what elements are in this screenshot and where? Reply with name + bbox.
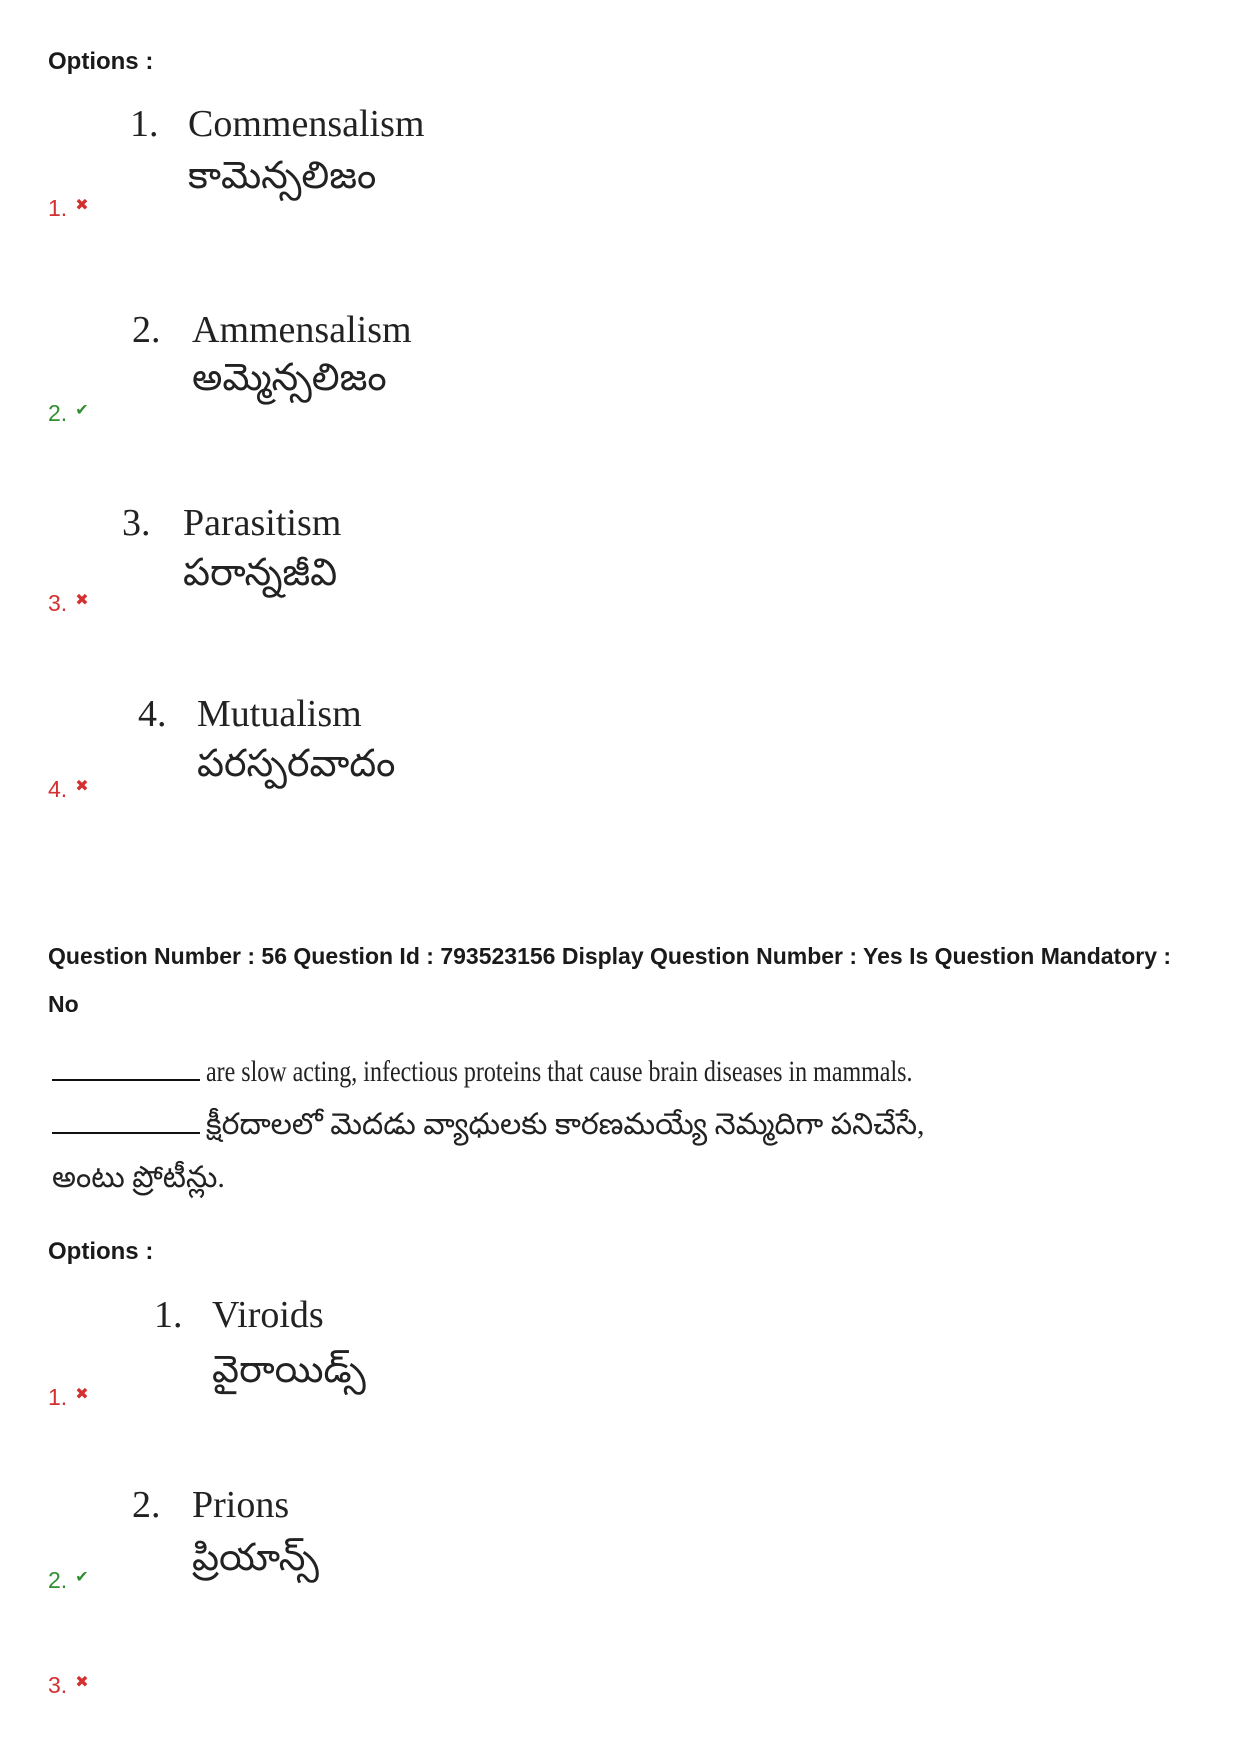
option-english-text: Viroids — [212, 1294, 324, 1336]
option-label-number: 4. — [48, 776, 68, 802]
question-header: Question Number : 56 Question Id : 793523156 Display Question Number : Yes Is Question Mandatory : No — [48, 943, 1172, 1017]
cross-icon — [75, 192, 88, 220]
option-telugu-text: పరస్పరవాదం — [197, 743, 396, 785]
question-text — [52, 1045, 1202, 1204]
option-content — [122, 499, 822, 609]
option-number: 3. — [122, 502, 151, 544]
option-label — [48, 397, 89, 427]
cross-icon — [75, 773, 88, 801]
option-number: 4. — [138, 693, 167, 735]
option-content — [154, 1291, 854, 1401]
option-label-number: 3. — [48, 590, 68, 616]
option-telugu-text: అమ్మెన్సలిజం — [192, 357, 387, 399]
option-label-number: 3. — [48, 1672, 68, 1698]
question-line-telugu-continued — [52, 1151, 1202, 1204]
answer-blank — [52, 1102, 200, 1134]
answer-blank — [52, 1049, 200, 1081]
option-english-text: Ammensalism — [192, 309, 412, 351]
question-line-english — [52, 1045, 1202, 1098]
option-telugu-text: కామెన్సలిజం — [188, 155, 377, 197]
option-label — [48, 1564, 89, 1594]
option-telugu-text: వైరాయిడ్స్ — [212, 1349, 366, 1391]
cross-icon — [75, 1381, 88, 1409]
option-content — [130, 100, 830, 210]
option-content — [138, 690, 838, 800]
check-icon — [75, 397, 88, 425]
cross-icon — [75, 1669, 88, 1697]
question-telugu-text-continued: అంటు ప్రోటీన్లు. — [52, 1161, 225, 1194]
question-telugu-text: క్షీరదాలలో మెదడు వ్యాధులకు కారణమయ్యే నెమ్మదిగా పనిచేసే, — [206, 1108, 925, 1141]
option-english-text: Prions — [192, 1484, 290, 1526]
option-label — [48, 773, 89, 803]
option-label-number: 2. — [48, 1567, 68, 1593]
option-label — [48, 1381, 89, 1411]
option-label-number: 1. — [48, 195, 68, 221]
option-label — [48, 587, 89, 617]
option-english-text: Mutualism — [197, 693, 362, 735]
check-icon — [75, 1564, 88, 1592]
options-heading: Options : — [48, 1238, 154, 1265]
question-english-text: are slow acting, infectious proteins that cause brain diseases in mammals. — [206, 1055, 913, 1088]
option-number: 1. — [154, 1294, 183, 1336]
option-number: 2. — [132, 309, 161, 351]
option-telugu-text: ప్రియాన్స్ — [192, 1537, 319, 1579]
question-line-telugu — [52, 1098, 1202, 1151]
option-english-text: Parasitism — [183, 502, 342, 544]
option-label-number: 2. — [48, 400, 68, 426]
cross-icon — [75, 587, 88, 615]
option-label-number: 1. — [48, 1384, 68, 1410]
option-number: 2. — [132, 1484, 161, 1526]
option-content — [132, 1481, 832, 1591]
option-number: 1. — [130, 103, 159, 145]
option-telugu-text: పరాన్నజీవి — [183, 552, 338, 594]
options-heading: Options : — [48, 48, 154, 75]
option-label — [48, 192, 89, 222]
option-content — [132, 306, 832, 416]
option-label — [48, 1669, 89, 1699]
option-english-text: Commensalism — [188, 103, 425, 145]
